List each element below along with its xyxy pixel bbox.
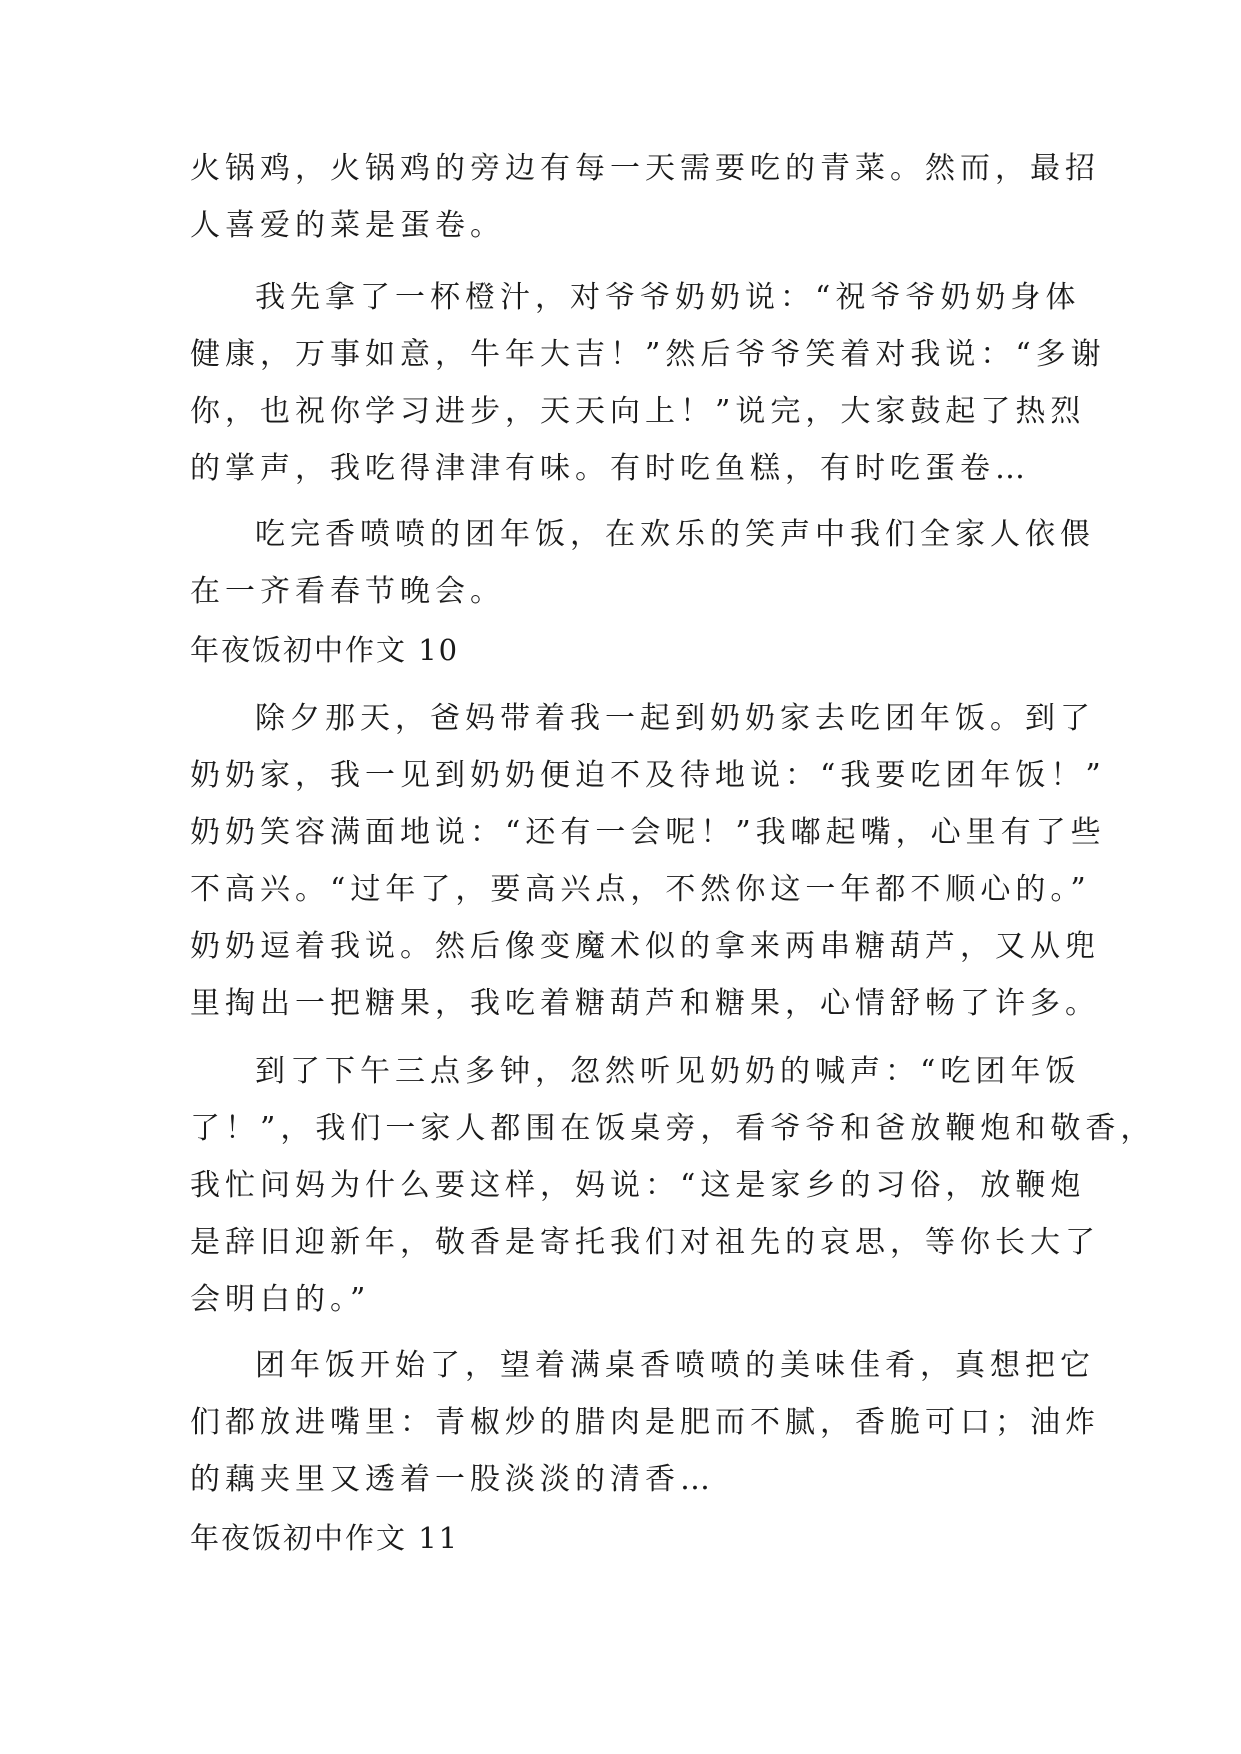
- paragraph-line: 团年饭开始了，望着满桌香喷喷的美味佳肴，真想把它: [255, 1348, 1095, 1383]
- paragraph-line: 除夕那天，爸妈带着我一起到奶奶家去吃团年饭。到了: [255, 701, 1095, 736]
- paragraph-line: 健康，万事如意，牛年大吉！”然后爷爷笑着对我说：“多谢: [190, 337, 1106, 372]
- paragraph-line: 里掏出一把糖果，我吃着糖葫芦和糖果，心情舒畅了许多。: [190, 986, 1100, 1021]
- paragraph-line: 到了下午三点多钟，忽然听见奶奶的喊声：“吃团年饭: [255, 1054, 1081, 1089]
- paragraph-line: 会明白的。”: [190, 1282, 371, 1317]
- paragraph-line: 奶奶笑容满面地说：“还有一会呢！”我嘟起嘴，心里有了些: [190, 815, 1106, 850]
- paragraph-line: 奶奶逗着我说。然后像变魔术似的拿来两串糖葫芦，又从兜: [190, 929, 1100, 964]
- section-heading: 年夜饭初中作文 10: [190, 633, 460, 667]
- section-heading: 年夜饭初中作文 11: [190, 1521, 460, 1555]
- paragraph-line: 了！”，我们一家人都围在饭桌旁，看爷爷和爸放鞭炮和敬香，: [190, 1111, 1156, 1146]
- paragraph-line: 火锅鸡，火锅鸡的旁边有每一天需要吃的青菜。然而，最招: [190, 151, 1100, 186]
- paragraph-line: 你，也祝你学习进步，天天向上！”说完，大家鼓起了热烈: [190, 394, 1086, 429]
- paragraph-line: 不高兴。“过年了，要高兴点，不然你这一年都不顺心的。”: [190, 872, 1091, 907]
- paragraph-line: 的藕夹里又透着一股淡淡的清香…: [190, 1462, 715, 1497]
- paragraph-line: 奶奶家，我一见到奶奶便迫不及待地说：“我要吃团年饭！”: [190, 758, 1106, 793]
- paragraph-line: 吃完香喷喷的团年饭，在欢乐的笑声中我们全家人依偎: [255, 517, 1095, 552]
- paragraph-line: 的掌声，我吃得津津有味。有时吃鱼糕，有时吃蛋卷…: [190, 451, 1030, 486]
- paragraph-line: 我先拿了一杯橙汁，对爷爷奶奶说：“祝爷爷奶奶身体: [255, 280, 1081, 315]
- paragraph-line: 在一齐看春节晚会。: [190, 574, 505, 609]
- paragraph-line: 是辞旧迎新年，敬香是寄托我们对祖先的哀思，等你长大了: [190, 1225, 1100, 1260]
- paragraph-line: 人喜爱的菜是蛋卷。: [190, 208, 505, 243]
- paragraph-line: 我忙问妈为什么要这样，妈说：“这是家乡的习俗，放鞭炮: [190, 1168, 1086, 1203]
- paragraph-line: 们都放进嘴里：青椒炒的腊肉是肥而不腻，香脆可口；油炸: [190, 1405, 1100, 1440]
